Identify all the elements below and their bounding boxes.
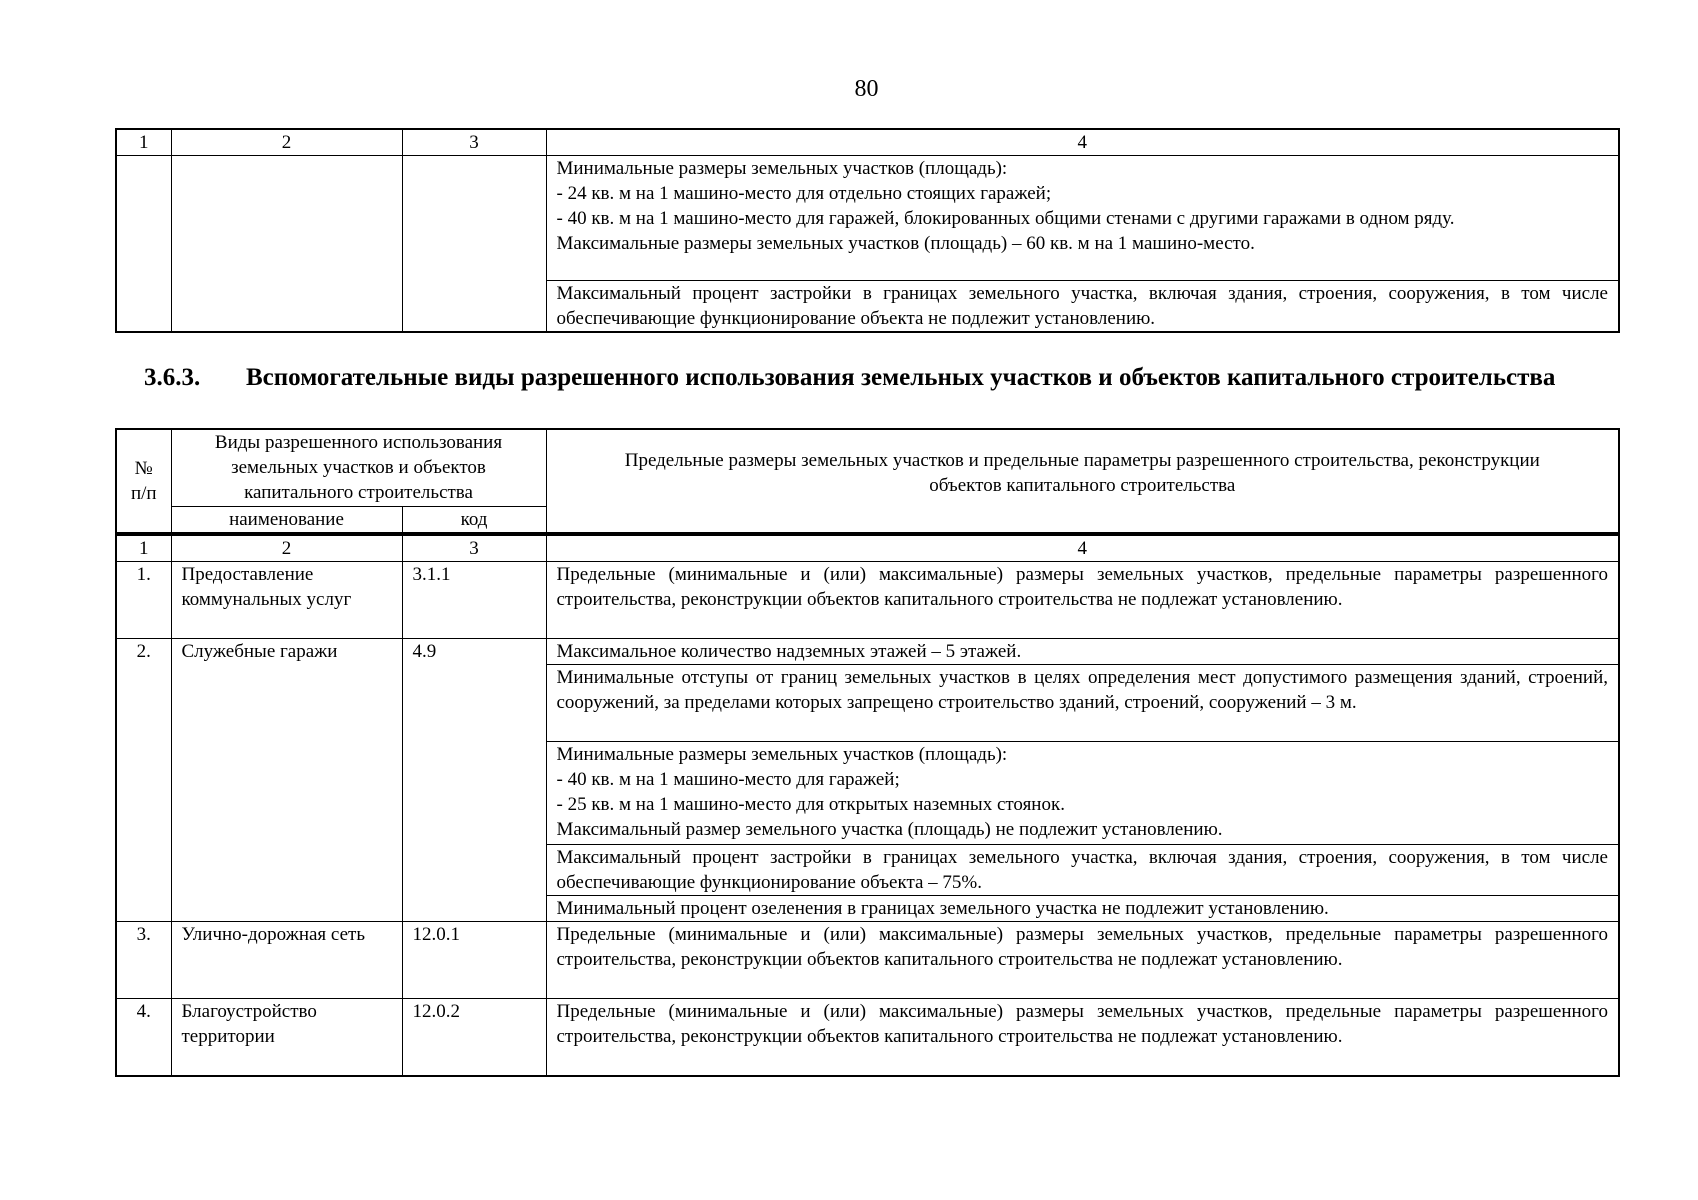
parameter-text: Минимальные размеры земельных участков (площадь): - 40 кв. м на 1 машино-место для гаражей; - 25 кв. м на 1 машино-место для открытых наземных стоянок. Максимальный размер земельного участка (площадь) не подлежит установлению.	[556, 744, 1223, 840]
section-title: Вспомогательные виды разрешенного использования земельных участков и объектов капитального строительства	[246, 364, 1556, 391]
column-number: 2	[281, 538, 292, 559]
row-number: 1.	[136, 564, 151, 585]
column-number: 1	[139, 132, 149, 153]
parameter-text: Максимальный процент застройки в границах земельного участка, включая здания, строения, сооружения, в том числе обеспечивающие функционирование объекта – 75%.	[556, 847, 1608, 893]
continued-table	[115, 128, 1620, 333]
column-number: 4	[1077, 132, 1087, 153]
column-number: 4	[1077, 538, 1087, 559]
section-number: 3.6.3.	[144, 364, 201, 391]
header-code: код	[460, 509, 488, 530]
row-number: 3.	[136, 924, 151, 945]
table-row	[116, 999, 1619, 1077]
parameter-text: Максимальный процент застройки в границах земельного участка, включая здания, строения, сооружения, в том числе обеспечивающие функционирование объекта не подлежит установлению.	[556, 283, 1608, 329]
column-number: 3	[469, 132, 479, 153]
parameter-text: Минимальные отступы от границ земельных участков в целях определения мест допустимого размещения зданий, строений, сооружений, за пределами которых запрещено строительство зданий, строений, сооружений – 3 м.	[556, 667, 1608, 713]
parameter-text: Максимальное количество надземных этажей – 5 этажей.	[556, 641, 1022, 662]
header-parameters: Предельные размеры земельных участков и предельные параметры разрешенного строительства, реконструкции объектов капитального строительства	[624, 450, 1540, 496]
use-type-name: Предоставление коммунальных услуг	[181, 564, 352, 610]
parameter-text: Минимальный процент озеленения в границах земельного участка не подлежит установлению.	[556, 898, 1329, 919]
table-row	[116, 639, 1619, 665]
table-row	[116, 922, 1619, 999]
page-number: 80	[854, 76, 879, 102]
header-name: наименование	[229, 509, 344, 530]
column-number: 2	[281, 132, 292, 153]
column-number: 1	[139, 538, 149, 559]
header-number: № п/п	[130, 458, 157, 504]
use-type-code: 3.1.1	[412, 564, 451, 585]
use-type-code: 12.0.2	[412, 1001, 460, 1022]
parameter-text: Предельные (минимальные и (или) максимальные) размеры земельных участков, предельные параметры разрешенного строительства, реконструкции объектов капитального строительства не подлежат установлению.	[556, 564, 1608, 610]
use-type-code: 12.0.1	[412, 924, 460, 945]
row-number: 4.	[136, 1001, 151, 1022]
parameter-text: Минимальные размеры земельных участков (площадь): - 24 кв. м на 1 машино-место для отдельно стоящих гаражей; - 40 кв. м на 1 машино-место для гаражей, блокированных общими стенами с другими гаражами в одном ряду. Максимальные размеры земельных участков (площадь) – 60 кв. м на 1 машино-место.	[556, 158, 1455, 254]
table-header	[115, 428, 1620, 534]
header-use-types: Виды разрешенного использования земельных участков и объектов капитального строительства	[214, 432, 503, 503]
parameter-text: Предельные (минимальные и (или) максимальные) размеры земельных участков, предельные параметры разрешенного строительства, реконструкции объектов капитального строительства не подлежат установлению.	[556, 1001, 1608, 1047]
row-number: 2.	[136, 641, 151, 662]
column-number-row	[116, 129, 1619, 156]
use-type-name: Благоустройство территории	[181, 1001, 317, 1047]
use-type-name: Служебные гаражи	[181, 641, 338, 662]
use-type-name: Улично-дорожная сеть	[181, 924, 365, 945]
parameter-text: Предельные (минимальные и (или) максимальные) размеры земельных участков, предельные параметры разрешенного строительства, реконструкции объектов капитального строительства не подлежат установлению.	[556, 924, 1608, 970]
column-number-row	[116, 535, 1619, 562]
table-row	[116, 562, 1619, 639]
table-row	[116, 156, 1619, 281]
column-number: 3	[469, 538, 479, 559]
use-type-code: 4.9	[412, 641, 437, 662]
main-table	[115, 534, 1620, 1077]
